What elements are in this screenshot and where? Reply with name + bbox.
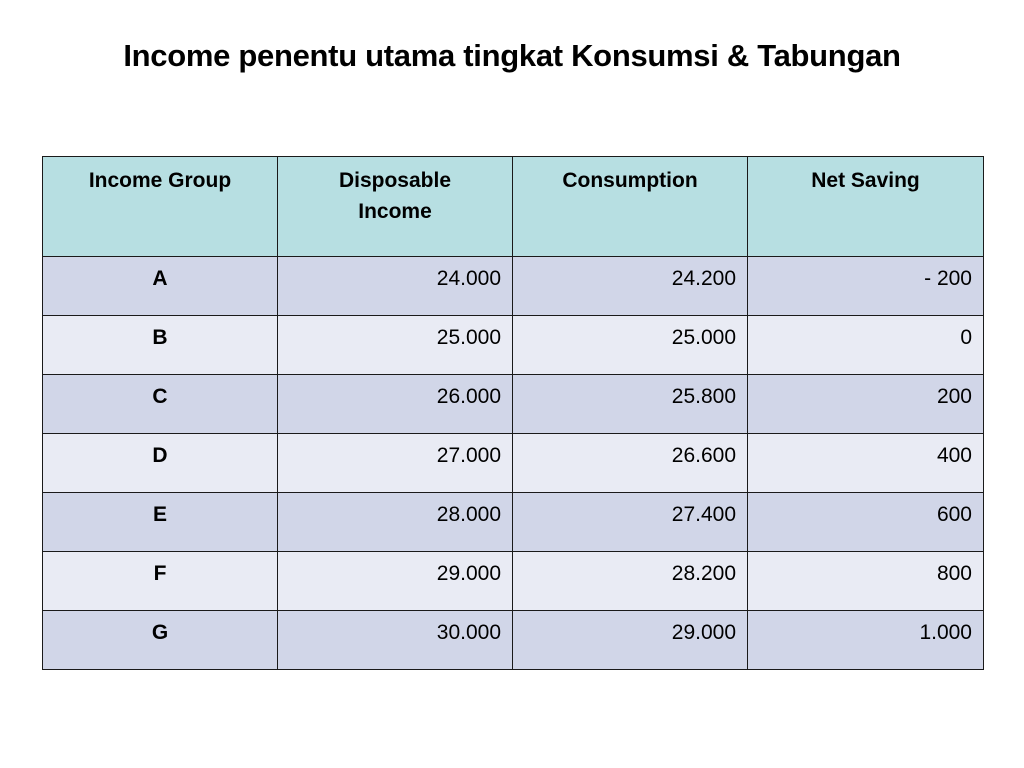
header-disposable-line1: Disposable <box>338 169 452 192</box>
income-group-cell: B <box>43 316 278 375</box>
header-disposable-line2: Income <box>358 200 432 223</box>
consumption-cell: 26.600 <box>513 434 748 493</box>
slide-title: Income penentu utama tingkat Konsumsi & Tabungan <box>123 38 901 73</box>
income-group-cell: D <box>43 434 278 493</box>
table-header <box>43 157 984 257</box>
consumption-cell: 28.200 <box>513 552 748 611</box>
net-saving-cell: 400 <box>748 434 984 493</box>
net-saving-cell: 200 <box>748 375 984 434</box>
consumption-cell: 29.000 <box>513 611 748 670</box>
header-consumption: Consumption <box>513 157 748 257</box>
table-row <box>43 611 984 670</box>
disposable-income-cell: 27.000 <box>278 434 513 493</box>
income-table <box>42 156 984 670</box>
consumption-cell: 25.800 <box>513 375 748 434</box>
consumption-cell: 24.200 <box>513 257 748 316</box>
table-body <box>43 257 984 670</box>
header-income-group: Income Group <box>43 157 278 257</box>
header-disposable-income <box>278 157 513 257</box>
header-net-saving: Net Saving <box>748 157 984 257</box>
table-row <box>43 257 984 316</box>
income-group-cell: F <box>43 552 278 611</box>
income-group-cell: A <box>43 257 278 316</box>
income-group-cell: G <box>43 611 278 670</box>
net-saving-cell: 1.000 <box>748 611 984 670</box>
disposable-income-cell: 26.000 <box>278 375 513 434</box>
net-saving-cell: 600 <box>748 493 984 552</box>
table-row <box>43 493 984 552</box>
table-row <box>43 375 984 434</box>
table-row <box>43 316 984 375</box>
disposable-income-cell: 28.000 <box>278 493 513 552</box>
net-saving-cell: 0 <box>748 316 984 375</box>
table-row <box>43 552 984 611</box>
table-row <box>43 434 984 493</box>
disposable-income-cell: 24.000 <box>278 257 513 316</box>
consumption-cell: 27.400 <box>513 493 748 552</box>
consumption-cell: 25.000 <box>513 316 748 375</box>
disposable-income-cell: 30.000 <box>278 611 513 670</box>
income-group-cell: E <box>43 493 278 552</box>
income-group-cell: C <box>43 375 278 434</box>
disposable-income-cell: 25.000 <box>278 316 513 375</box>
header-row <box>43 157 984 257</box>
net-saving-cell: - 200 <box>748 257 984 316</box>
disposable-income-cell: 29.000 <box>278 552 513 611</box>
net-saving-cell: 800 <box>748 552 984 611</box>
